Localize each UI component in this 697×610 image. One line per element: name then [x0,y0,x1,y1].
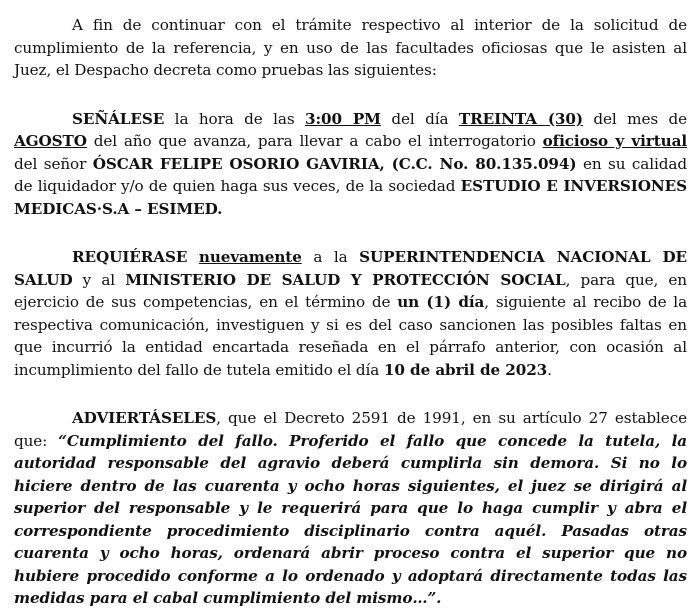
text-segment: y al [72,270,126,289]
term-value: un (1) día [397,293,485,311]
superintendencia-name: SUPERINTENDENCIA NACIONAL DE SALUD [14,248,687,289]
text-segment: , que el Decreto 2591 de 1991, en su artículo 27 establece que: [14,409,687,450]
text-segment: a la [301,248,360,266]
day-value: TREINTA (30) [458,109,583,128]
text-segment: del señor [14,154,93,173]
text-segment: del mes de [582,109,687,128]
text-segment: del día [380,109,459,128]
month-value: AGOSTO [14,132,87,150]
ruling-date: 10 de abril de 2023 [383,360,548,379]
text-segment: , para que, en ejercicio de sus competencias, en el término de [14,270,687,311]
hour-value: 3:00 PM [305,109,381,128]
text-segment: la hora de las [164,109,305,128]
paragraph-requierase [14,246,687,381]
interrogation-mode: oficioso y virtual [542,132,687,150]
company-name: ESTUDIO E INVERSIONES MEDICAS·S.A – ESIMED. [14,177,687,218]
senalese-keyword: SEÑÁLESE [72,109,165,128]
nuevamente-word: nuevamente [198,248,302,266]
ministerio-name: MINISTERIO DE SALUD Y PROTECCIÓN SOCIAL [125,270,566,289]
text-segment: , siguiente al recibo de la respectiva comunicación, investiguen y si es del caso sancionen las posibles faltas en que incurrió la entidad encartada reseñada en el párrafo anterior, con ocasión al incumplimiento del fallo de tutela emitido el día [14,293,688,379]
text-segment: . [547,360,552,379]
adviertaseles-keyword: ADVIERTÁSELES [72,409,217,427]
text-segment: en su calidad de liquidador y/o de quien haga sus veces, de la sociedad [14,154,687,195]
paragraph-adviertaseles [14,407,687,610]
decree-quote: “Cumplimiento del fallo. Proferido el fallo que concede la tutela, la autoridad responsable del agravio deberá cumplirla sin demora. Si no lo hiciere dentro de las cuarenta y ocho horas siguientes, el juez se dirigirá al superior del responsable y le requerirá para que lo haga cumplir y abra el correspondiente procedimiento disciplinario contra aquél. Pasadas otras cuarenta y ocho horas, ordenará abrir proceso contra el superior que no hubiere procedido conforme a lo ordenado y adoptará directamente todas las medidas para el cabal cumplimiento del mismo…”. [14,431,687,607]
requierase-keyword: REQUIÉRASE [72,248,188,266]
text-segment: del año que avanza, para llevar a cabo el interrogatorio [86,132,543,150]
paragraph-senalese [14,108,687,221]
paragraph-intro: A fin de continuar con el trámite respectivo al interior de la solicitud de cumplimiento de la referencia, y en uso de las facultades oficiosas que le asisten al Juez, el Despacho decreta como pruebas las siguientes: [14,16,687,79]
person-name: ÓSCAR FELIPE OSORIO GAVIRIA, (C.C. No. 80.135.094) [92,154,577,173]
text-segment [187,248,199,266]
